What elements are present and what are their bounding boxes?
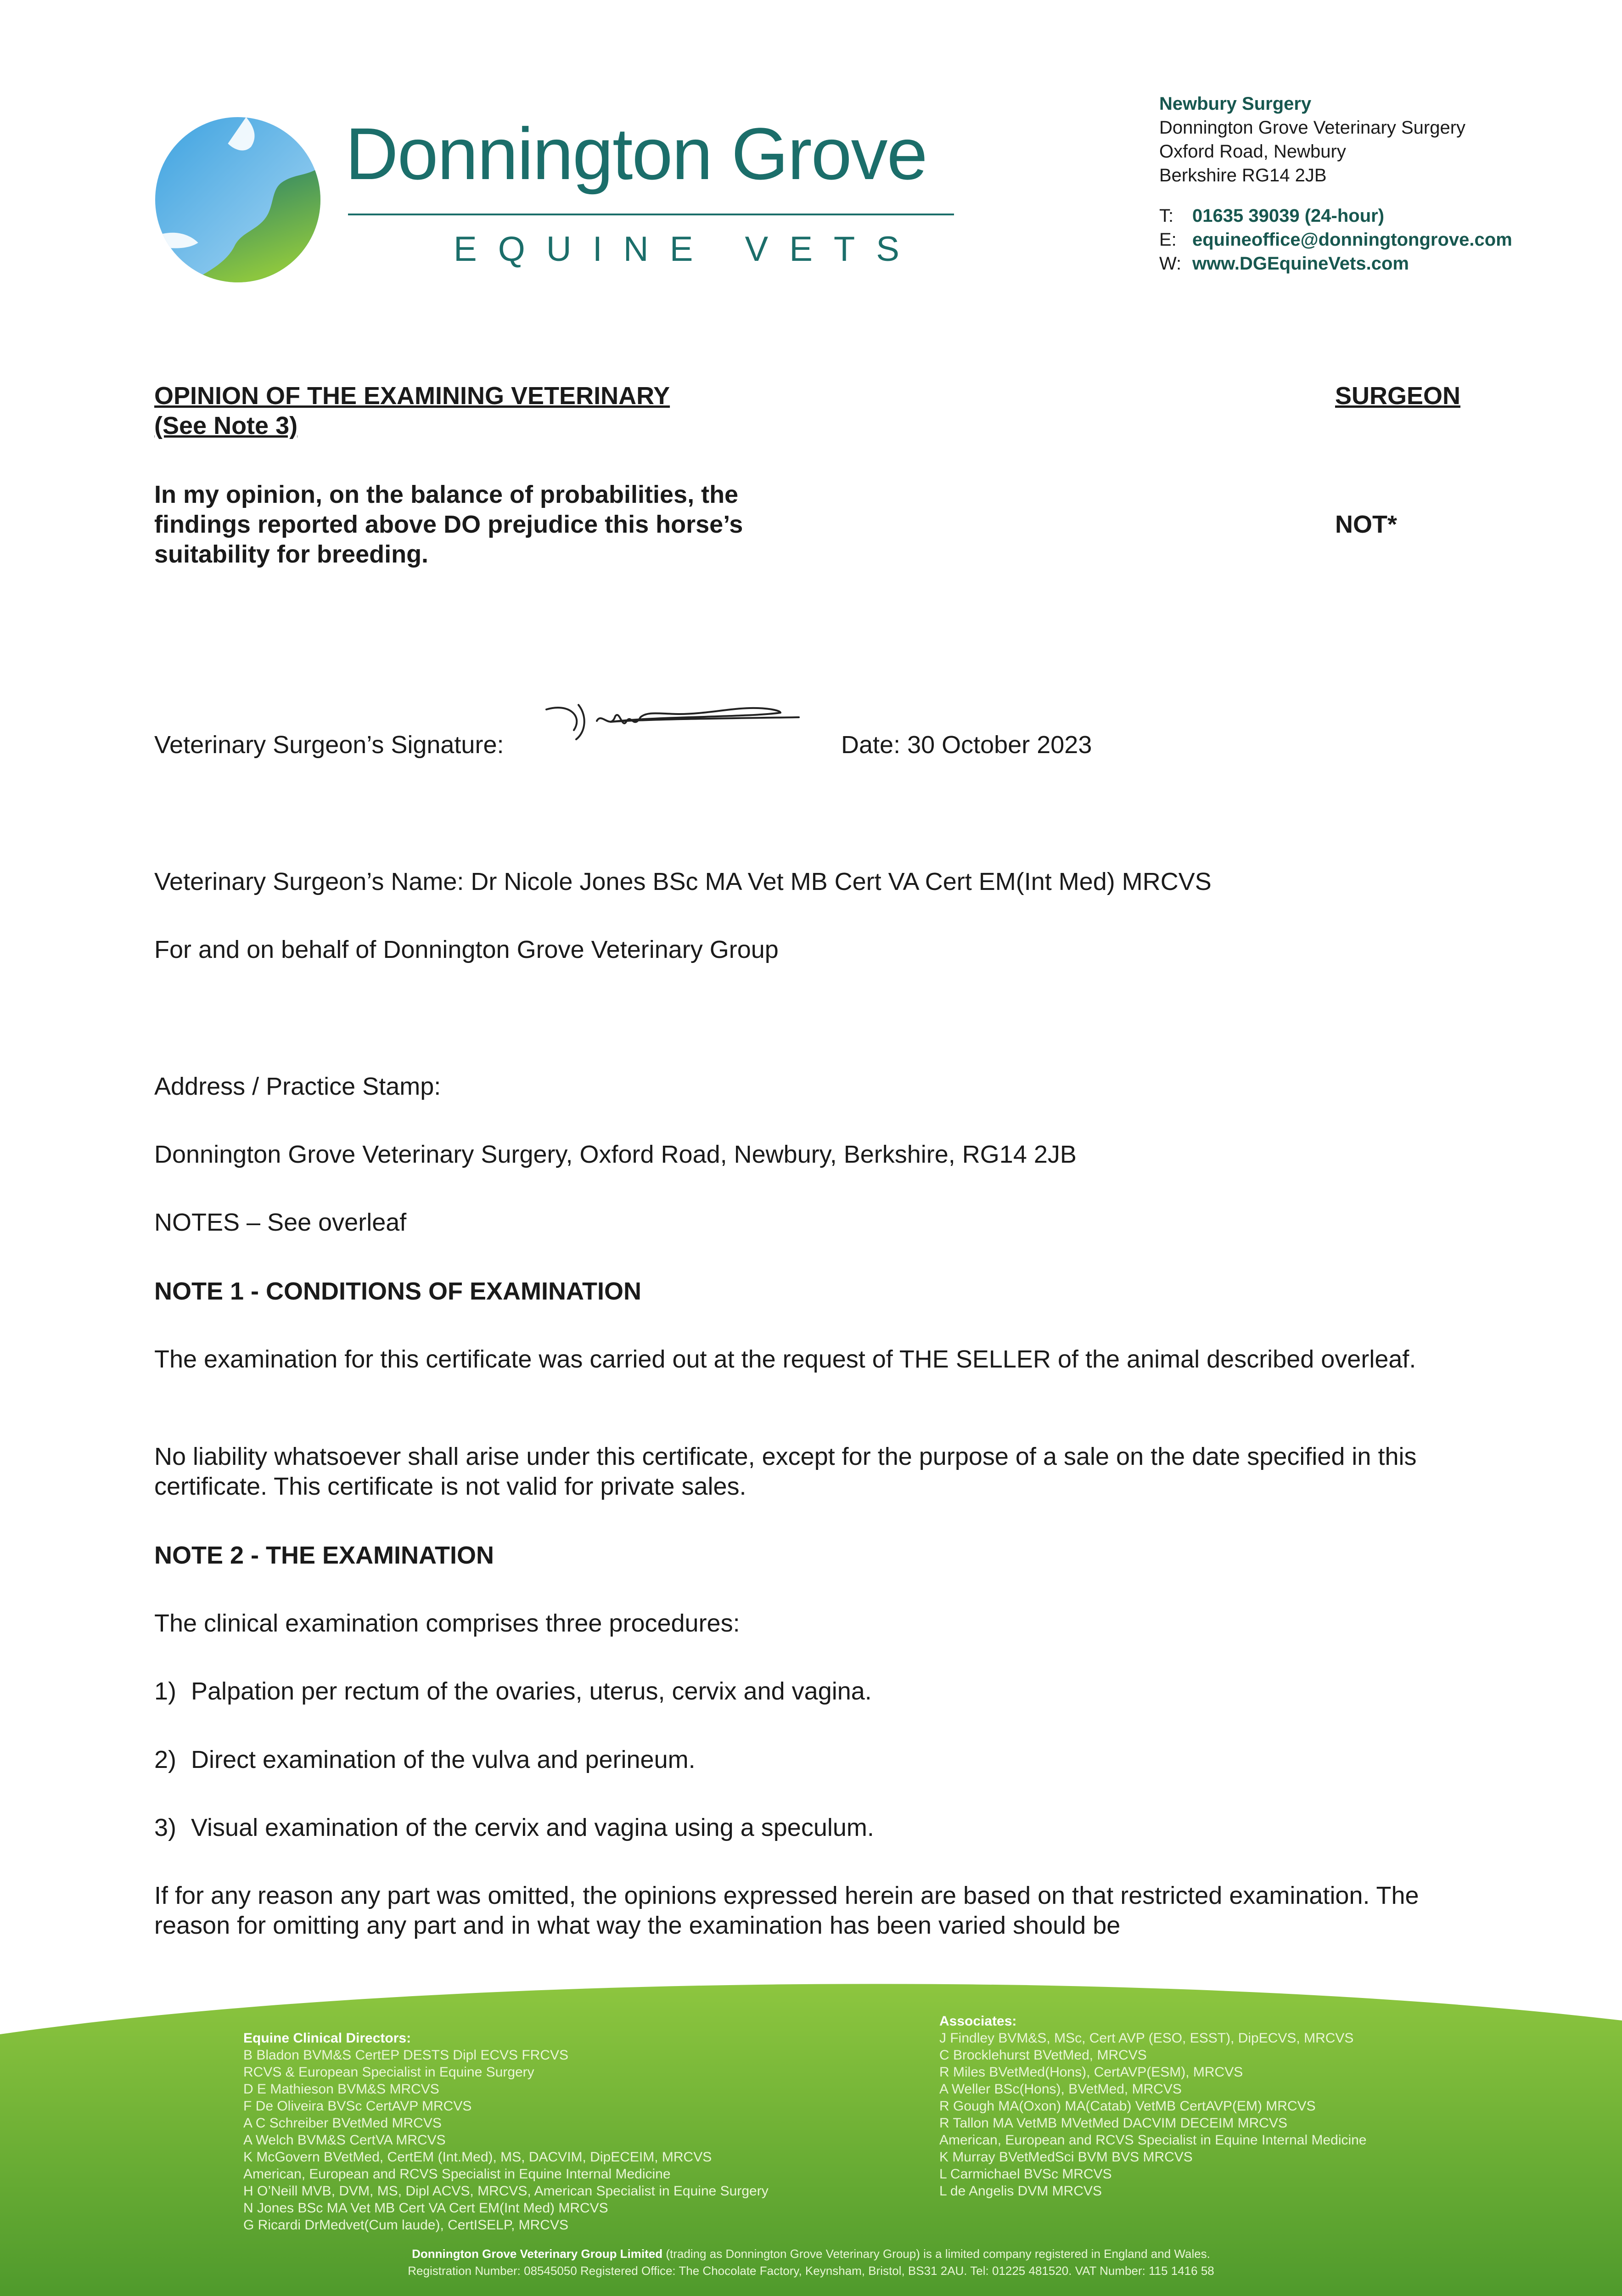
opinion-heading-line2: (See Note 3) (154, 412, 298, 439)
procedure-number: 1) (154, 1677, 177, 1705)
associate-line: R Tallon MA VetMB MVetMed DACVIM DECEIM MRCVS (939, 2116, 1287, 2131)
director-line: D E Mathieson BVM&S MRCVS (243, 2082, 439, 2097)
director-line: N Jones BSc MA Vet MB Cert VA Cert EM(Int Med) MRCVS (243, 2200, 608, 2216)
associates-heading: Associates: (939, 2014, 1017, 2029)
associate-line: R Gough MA(Oxon) MA(Catab) VetMB CertAVP(EM) MRCVS (939, 2099, 1316, 2114)
note1-heading: NOTE 1 - CONDITIONS OF EXAMINATION (154, 1277, 642, 1305)
procedure-item (154, 1813, 874, 1843)
associate-line: L de Angelis DVM MRCVS (939, 2183, 1102, 2199)
signature-label: Veterinary Surgeon’s Signature: (154, 731, 504, 759)
email-row (1159, 228, 1512, 252)
note2-paragraph: If for any reason any part was omitted, the opinions expressed herein are based on that restricted examination. The reason for omitting any part and in what way the examination has been varied should be (154, 1882, 1419, 1939)
signature-image (542, 689, 808, 748)
notes-reference: NOTES – See overleaf (154, 1209, 407, 1236)
brand-subtitle: EQUINE VETS (454, 230, 920, 269)
note1-paragraph: The examination for this certificate was carried out at the request of THE SELLER of the animal described overleaf. (154, 1345, 1416, 1373)
web-row (1159, 252, 1512, 276)
procedure-item (154, 1745, 696, 1775)
phone-label: T: (1159, 206, 1174, 226)
associate-line: A Weller BSc(Hons), BVetMed, MRCVS (939, 2082, 1182, 2097)
associate-line: American, European and RCVS Specialist in Equine Internal Medicine (939, 2133, 1367, 2148)
not-label: NOT* (1335, 511, 1397, 538)
associates-list (939, 2013, 1367, 2200)
opinion-heading-line1: OPINION OF THE EXAMINING VETERINARY (154, 382, 670, 410)
phone-number[interactable]: 01635 39039 (24-hour) (1192, 206, 1385, 226)
email-link[interactable]: equineoffice@donningtongrove.com (1192, 230, 1512, 250)
logo-icon (155, 117, 320, 282)
director-line: B Bladon BVM&S CertEP DESTS Dipl ECVS FRCVS (243, 2048, 569, 2063)
note2-heading: NOTE 2 - THE EXAMINATION (154, 1542, 494, 1569)
on-behalf-line: For and on behalf of Donnington Grove Veterinary Group (154, 936, 779, 963)
address-line: Oxford Road, Newbury (1159, 141, 1346, 162)
procedure-text: Direct examination of the vulva and perineum. (191, 1746, 696, 1773)
brand-name: Donnington Grove (345, 113, 927, 195)
procedure-number: 3) (154, 1814, 177, 1841)
associate-line: J Findley BVM&S, MSc, Cert AVP (ESO, ESST), DipECVS, MRCVS (939, 2031, 1354, 2046)
address-line: Donnington Grove Veterinary Surgery (1159, 118, 1466, 138)
surgery-title: Newbury Surgery (1159, 94, 1312, 114)
email-label: E: (1159, 230, 1177, 250)
address-label: Address / Practice Stamp: (154, 1073, 441, 1100)
director-line: American, European and RCVS Specialist in Equine Internal Medicine (243, 2167, 671, 2182)
brand-divider (348, 214, 954, 215)
director-line: G Ricardi DrMedvet(Cum laude), CertISELP, MRCVS (243, 2217, 568, 2233)
procedure-number: 2) (154, 1746, 177, 1773)
practice-address: Donnington Grove Veterinary Surgery, Oxford Road, Newbury, Berkshire, RG14 2JB (154, 1141, 1077, 1168)
address-line: Berkshire RG14 2JB (1159, 165, 1327, 186)
associate-line: R Miles BVetMed(Hons), CertAVP(ESM), MRCVS (939, 2065, 1243, 2080)
web-link[interactable]: www.DGEquineVets.com (1192, 253, 1409, 274)
phone-row (1159, 204, 1512, 228)
company-line (0, 2245, 1622, 2262)
note1-paragraph: No liability whatsoever shall arise under this certificate, except for the purpose of a sale on the date specified in this certificate. This certificate is not valid for private sales. (154, 1443, 1417, 1500)
company-description: (trading as Donnington Grove Veterinary Group) is a limited company registered in England and Wales. (662, 2247, 1210, 2261)
company-name: Donnington Grove Veterinary Group Limited (412, 2247, 663, 2261)
director-line: F De Oliveira BVSc CertAVP MRCVS (243, 2099, 472, 2114)
note2-intro: The clinical examination comprises three procedures: (154, 1609, 740, 1637)
director-line: K McGovern BVetMed, CertEM (Int.Med), MS, DACVIM, DipECEIM, MRCVS (243, 2150, 712, 2165)
signature-date: Date: 30 October 2023 (841, 731, 1092, 759)
opinion-statement: In my opinion, on the balance of probabilities, the findings reported above DO prejudice this horse’s suitability for breeding. (154, 481, 743, 568)
associate-line: C Brocklehurst BVetMed, MRCVS (939, 2048, 1147, 2063)
web-label: W: (1159, 253, 1182, 274)
director-line: H O’Neill MVB, DVM, MS, Dipl ACVS, MRCVS, American Specialist in Equine Surgery (243, 2183, 769, 2199)
surgeon-name: Veterinary Surgeon’s Name: Dr Nicole Jones BSc MA Vet MB Cert VA Cert EM(Int Med) MRCVS (154, 868, 1212, 895)
director-line: RCVS & European Specialist in Equine Surgery (243, 2065, 534, 2080)
procedure-text: Palpation per rectum of the ovaries, uterus, cervix and vagina. (191, 1677, 872, 1705)
procedure-item (154, 1677, 872, 1706)
registration-line: Registration Number: 08545050 Registered Office: The Chocolate Factory, Keynsham, Bristol, BS31 2AU. Tel: 01225 481520. VAT Number: 115 1416 58 (408, 2264, 1214, 2278)
contact-block (1159, 92, 1512, 276)
director-line: A Welch BVM&S CertVA MRCVS (243, 2133, 446, 2148)
director-line: A C Schreiber BVetMed MRCVS (243, 2116, 442, 2131)
company-info (0, 2245, 1622, 2279)
directors-list (243, 2030, 769, 2234)
directors-heading: Equine Clinical Directors: (243, 2031, 411, 2046)
opinion-heading (154, 381, 670, 441)
surgeon-heading: SURGEON (1335, 382, 1461, 410)
associate-line: K Murray BVetMedSci BVM BVS MRCVS (939, 2150, 1193, 2165)
procedure-text: Visual examination of the cervix and vagina using a speculum. (191, 1814, 874, 1841)
associate-line: L Carmichael BVSc MRCVS (939, 2167, 1112, 2182)
